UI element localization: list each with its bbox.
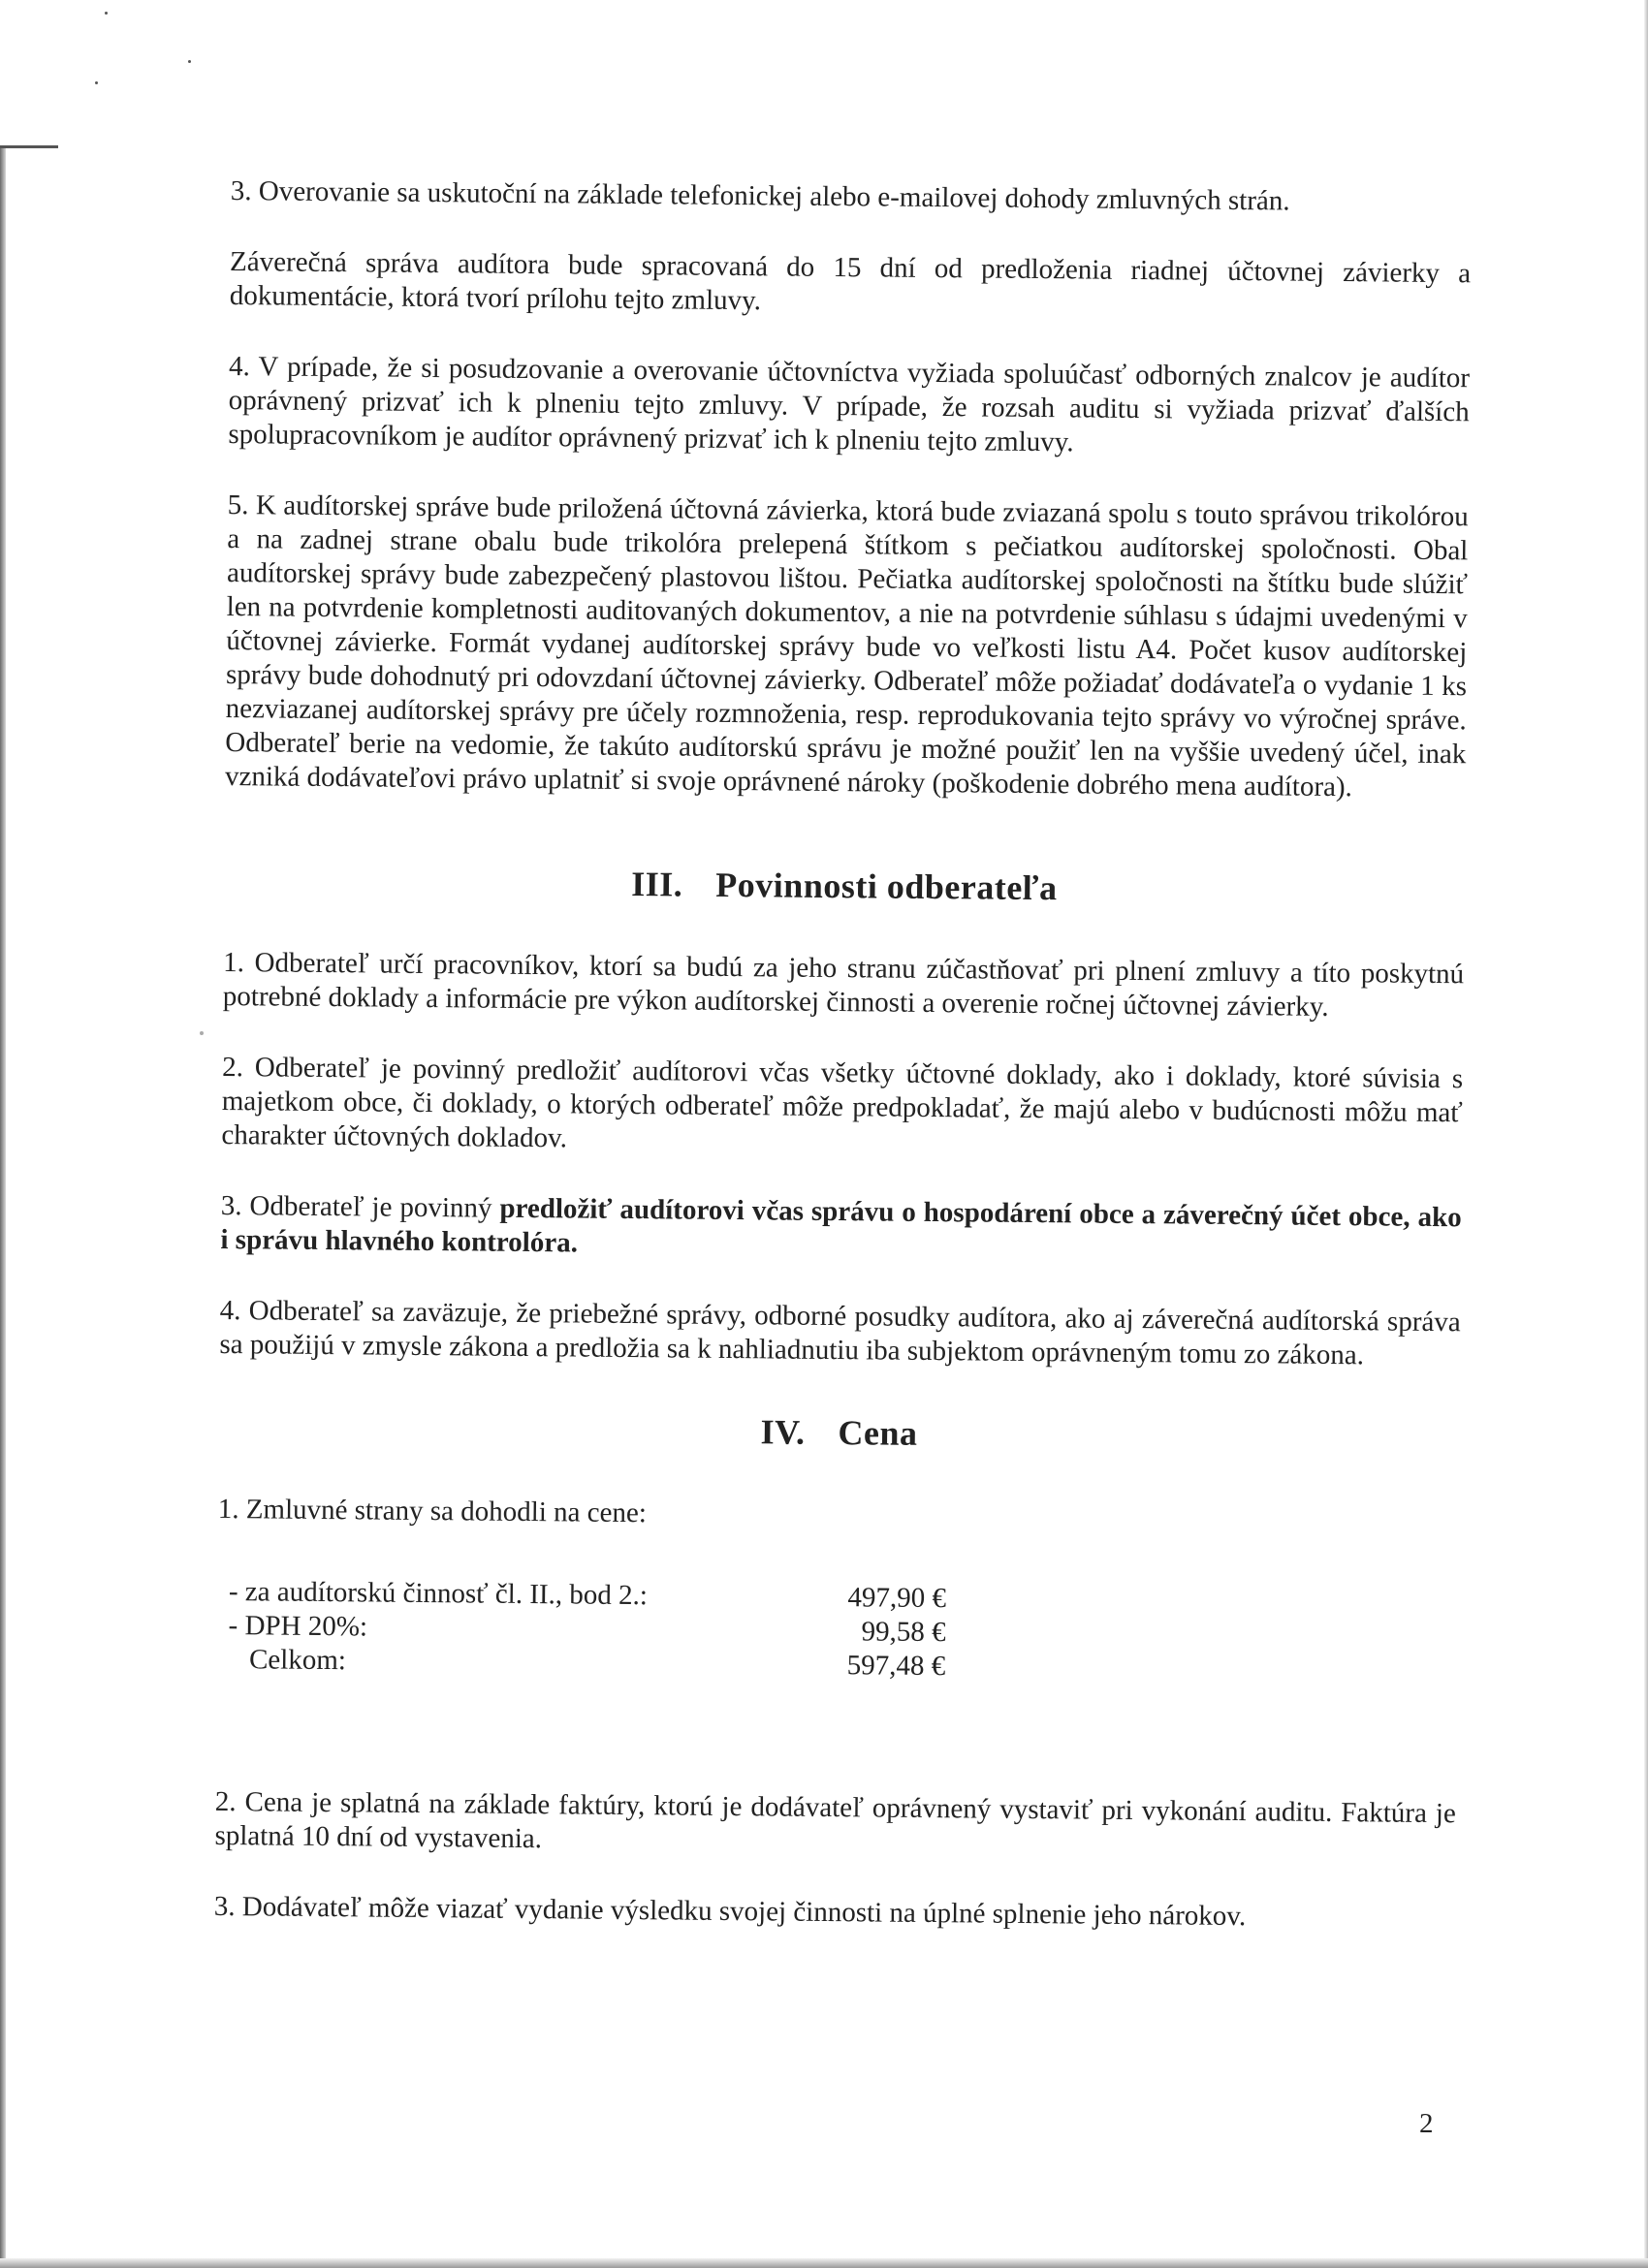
paragraph-final-report: Záverečná správa audítora bude spracovaná do 15 dní od predloženia riadnej účtovnej závierky a dokumentácie, ktorá tvorí prílohu tejto zmluvy.	[229, 245, 1472, 317]
obligation-3-text: 3. Odberateľ je povinný	[220, 1189, 500, 1224]
scan-edge-left	[0, 145, 6, 2268]
paragraph-verification: 3. Overovanie sa uskutoční na základe telefonickej alebo e-mailovej dohody zmluvných strán.	[230, 174, 1290, 217]
obligation-1: 1. Odberateľ určí pracovníkov, ktorí sa budú za jeho stranu zúčastňovať pri plnení zmluvy a títo poskytnú potrebné doklady a informácie pre výkon audítorskej činnosti a overenie ročnej účtovnej závierky.	[222, 946, 1465, 1023]
paragraph-experts: 4. V prípade, že si posudzovanie a overovanie účtovníctva vyžiada spoluúčasť odborných znalcov je audítor oprávnený prizvať ich k plneniu tejto zmluvy. V prípade, že rozsah auditu si vyžiada prizvať ďalších spolupracovníkom je audítor oprávnený prizvať ich k plneniu tejto zmluvy.	[228, 350, 1471, 458]
section-heading-price	[218, 1410, 1459, 1456]
scan-edge-right	[1644, 0, 1648, 2268]
price-label: - za audítorskú činnosť čl. II., bod 2.:	[228, 1576, 649, 1612]
scan-speck	[200, 1031, 204, 1035]
paragraph-report-binding: 5. K audítorskej správe bude priložená účtovná závierka, ktorá bude zviazaná spolu s touto správou trikolórou a na zadnej strane obalu bude trikolóra prelepená štítkom s pečiatkou audítorskej spoločnosti. Obal audítorskej správy bude zabezpečený plastovou lištou. Pečiatka audítorskej spoločnosti na štítku bude slúžiť len na potvrdenie kompletnosti auditovaných dokumentov, a nie na potvrdenie súhlasu s údajmi uvedenými v účtovnej závierke. Formát vydanej audítorskej správy bude vo veľkosti listu A4. Počet kusov audítorskej správy bude dohodnutý pri odovzdaní účtovnej závierky. Odberateľ môže požiadať dodávateľa o vydanie 1 ks nezviazanej audítorskej správy pre účely rozmnoženia, resp. reprodukovania tejto správy vo výročnej správe. Odberateľ berie na vedomie, že takúto audítorskú správu je možné použiť len na vyššie uvedený účel, inak vzniká dodávateľovi právo uplatniť si svoje oprávnené nároky (poškodenie dobrého mena audítora).	[224, 488, 1469, 803]
price-value: 99,58 €	[861, 1616, 946, 1649]
section-number: III.	[631, 865, 683, 904]
price-table	[228, 1575, 946, 1684]
scan-edge-bottom	[0, 2258, 1648, 2268]
document-body	[214, 174, 1472, 1936]
price-value: 597,48 €	[846, 1650, 946, 1683]
obligation-2: 2. Odberateľ je povinný predložiť audítorovi včas všetky účtovné doklady, ako i doklady, ktoré súvisia s majetkom obce, či doklady, o ktorých odberateľ môže predpokladať, že majú alebo v budúcnosti môžu mať charakter účtovných dokladov.	[221, 1051, 1464, 1154]
scan-speck	[188, 60, 191, 63]
obligation-3	[220, 1189, 1462, 1269]
section-heading-obligations	[224, 864, 1465, 909]
scan-speck	[105, 12, 108, 15]
section-title: Povinnosti odberateľa	[715, 865, 1058, 908]
scan-edge-top	[0, 145, 58, 148]
price-payment: 2. Cena je splatná na základe faktúry, ktorú je dodávateľ oprávnený vystaviť pri vykonání auditu. Faktúra je splatná 10 dní od vystavenia.	[214, 1785, 1456, 1855]
price-intro: 1. Zmluvné strany sa dohodli na cene:	[217, 1493, 648, 1529]
price-conditions: 3. Dodávateľ môže viazať vydanie výsledku svojej činnosti na úplné splnenie jeho nárokov.	[213, 1890, 1247, 1933]
scan-speck	[95, 81, 98, 84]
obligation-3-bold: predložiť audítorovi včas správu o hospodárení obce a záverečný účet obce, ako i správu hlavného kontrolóra.	[220, 1192, 1462, 1259]
page-number: 2	[1419, 2108, 1434, 2139]
price-row-total	[228, 1643, 945, 1684]
obligation-4: 4. Odberateľ sa zaväzuje, že priebežné správy, odborné posudky audítora, ako aj záverečná audítorská správa sa použijú v zmysle zákona a predložia sa k nahliadnutiu iba subjektom oprávneným tomu zo zákona.	[219, 1294, 1461, 1371]
price-label: - DPH 20%:	[228, 1610, 368, 1643]
price-label: Celkom:	[228, 1644, 347, 1677]
section-title: Cena	[838, 1413, 918, 1453]
price-value: 497,90 €	[847, 1582, 947, 1615]
section-number: IV.	[760, 1412, 806, 1452]
